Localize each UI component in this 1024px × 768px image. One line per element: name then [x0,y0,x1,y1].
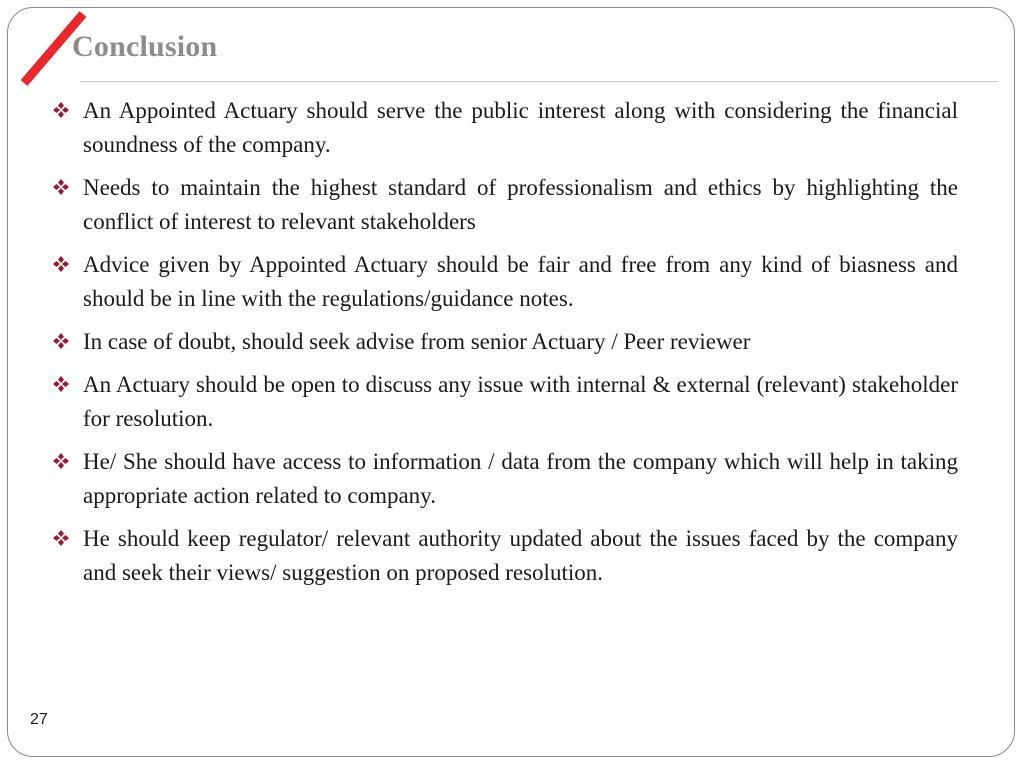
bullet-text: In case of doubt, should seek advise from senior Actuary / Peer reviewer [83,329,751,354]
bullet-item [52,248,958,316]
bullet-list [52,94,958,599]
bullet-item [52,94,958,162]
bullet-text: An Actuary should be open to discuss any issue with internal & external (relevant) stakeholder for resolution. [83,372,958,431]
bullet-item [52,325,958,359]
bullet-item [52,171,958,239]
bullet-item [52,522,958,590]
bullet-text: An Appointed Actuary should serve the public interest along with considering the financial soundness of the company. [83,98,958,157]
diamond-quad-icon [52,178,70,196]
diamond-quad-icon [52,529,70,547]
bullet-text: He should keep regulator/ relevant authority updated about the issues faced by the company and seek their views/ suggestion on proposed resolution. [83,526,958,585]
diamond-quad-icon [52,375,70,393]
bullet-text: Advice given by Appointed Actuary should be fair and free from any kind of biasness and should be in line with the regulations/guidance notes. [83,252,958,311]
slide [7,7,1015,757]
diamond-quad-icon [52,332,70,350]
page-number: 27 [30,711,48,728]
bullet-text: He/ She should have access to information / data from the company which will help in taking appropriate action related to company. [83,449,958,508]
title-divider [80,81,998,82]
slide-title: Conclusion [72,30,218,63]
bullet-text: Needs to maintain the highest standard of professionalism and ethics by highlighting the conflict of interest to relevant stakeholders [83,175,958,234]
diamond-quad-icon [52,101,70,119]
bullet-item [52,445,958,513]
bullet-item [52,368,958,436]
diamond-quad-icon [52,255,70,273]
diamond-quad-icon [52,452,70,470]
